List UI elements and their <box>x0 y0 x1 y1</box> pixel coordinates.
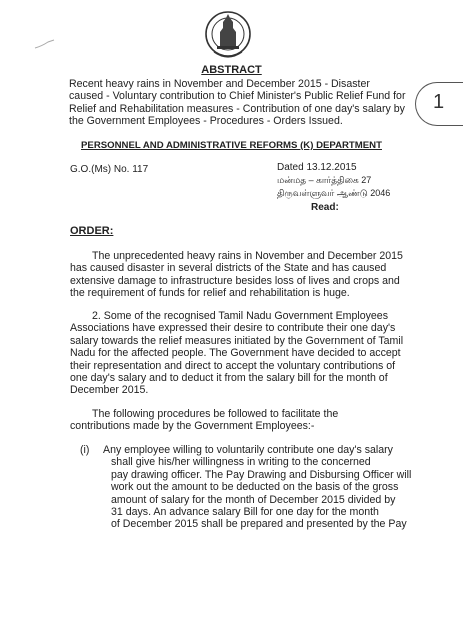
item-line: pay drawing officer. The Pay Drawing and Disbursing Officer will <box>111 468 412 481</box>
abstract-line: Recent heavy rains in November and December 2015 - Disaster <box>69 78 370 90</box>
item-line: amount of salary for the month of December 2015 divided by <box>111 493 396 506</box>
item-line: work out the amount to be deducted on the basis of the gross <box>111 481 399 494</box>
page-number: 1 <box>433 91 445 113</box>
paragraph-line: has caused disaster in several districts of the State and has caused <box>70 262 387 275</box>
abstract-title: ABSTRACT <box>201 64 262 76</box>
word: procedures <box>157 408 211 420</box>
item-line: Any employee willing to voluntarily contribute one day's salary <box>103 444 393 456</box>
department-heading: PERSONNEL AND ADMINISTRATIVE REFORMS (K) DEPARTMENT <box>81 140 382 151</box>
item-line: 31 days. An advance salary Bill for one day for the month <box>111 506 379 519</box>
paragraph-line: one day's salary and to deduct it from the salary bill for the month of <box>70 372 388 385</box>
abstract-line: the Government Employees - Procedures - Orders Issued. <box>69 115 343 128</box>
abstract-line: caused - Voluntary contribution to Chief Minister's Public Relief Fund for <box>69 90 406 103</box>
word: The <box>92 408 111 420</box>
dated: Dated 13.12.2015 <box>277 162 357 173</box>
tamil-date-line-1: மன்மத – கார்த்திகை 27 <box>277 175 372 186</box>
paragraph-line: Nadu for the affected people. The Government have decided to accept <box>70 347 401 360</box>
page-number-tab <box>415 82 463 126</box>
word: be <box>213 408 226 420</box>
read-label: Read: <box>311 202 339 213</box>
item-line: of December 2015 shall be prepared and presented by the Pay <box>111 518 407 531</box>
paragraph-line: 2. Some of the recognised Tamil Nadu Government Employees <box>92 310 388 322</box>
tamil-date-line-2: திருவள்ளுவர் ஆண்டு 2046 <box>277 187 391 198</box>
paragraph-2 <box>70 310 415 397</box>
paragraph-line: The unprecedented heavy rains in November and December 2015 <box>92 250 403 262</box>
paragraph-line <box>70 408 415 420</box>
tamil-nadu-emblem-icon <box>203 8 253 64</box>
paragraph-line: December 2015. <box>70 384 149 397</box>
item-number: (i) <box>80 444 90 456</box>
word: following <box>113 408 155 420</box>
paragraph-3 <box>70 408 415 433</box>
item-line: shall give his/her willingness in writing to the concerned <box>111 456 371 469</box>
paragraph-line: contributions made by the Government Employees:- <box>70 420 315 433</box>
abstract-line: Relief and Rehabilitation measures - Contribution of one day's salary by <box>69 102 405 115</box>
word: followed <box>228 408 267 420</box>
paragraph-line: Associations have expressed their desire to contribute their one day's <box>70 322 396 335</box>
word: to facilitate <box>269 408 321 420</box>
go-number: G.O.(Ms) No. 117 <box>70 164 149 175</box>
abstract-text <box>69 78 414 128</box>
paragraph-line: salary towards the relief measures initiated by the Government of Tamil <box>70 334 404 347</box>
paragraph-1 <box>70 250 415 300</box>
word: the <box>323 408 339 420</box>
paragraph-line: their representation and direct to accept the voluntary contributions of <box>70 359 396 372</box>
paragraph-line: extensive damage to infrastructure besides loss of lives and crops and <box>70 274 400 287</box>
paragraph-line: the requirement of funds for relief and rehabilitation is huge. <box>70 287 350 300</box>
date-block <box>277 162 390 199</box>
order-heading: ORDER: <box>70 225 114 237</box>
pen-mark-icon <box>34 38 56 50</box>
item-1-text <box>103 444 418 531</box>
